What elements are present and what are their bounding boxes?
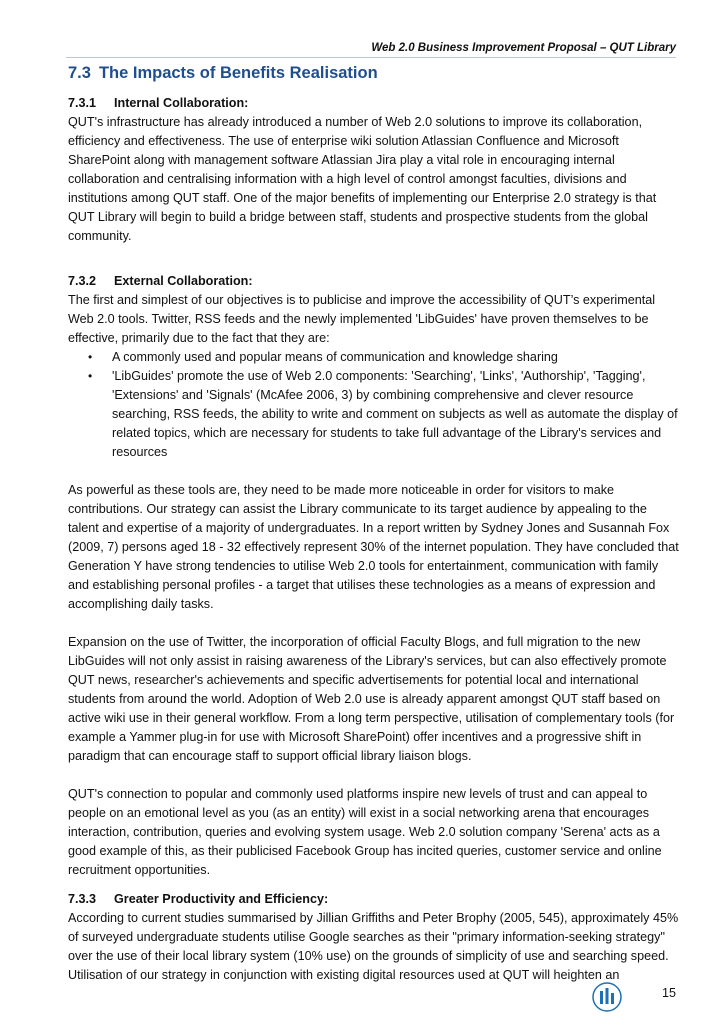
subsection-heading-productivity bbox=[68, 890, 680, 909]
subsection-number: 7.3.3 bbox=[68, 892, 97, 906]
qut-logo-icon bbox=[592, 982, 622, 1012]
paragraph-powerful-tools: As powerful as these tools are, they need to be made more noticeable in order for visitors to make contributions. Our strategy can assist the Library communicate to its target audience by appealing to the talent and expertise of a majority of undergraduates. In a report written by Sydney Jones and Susannah Fox (2009, 7) persons aged 18 - 32 effectively represent 30% of the internet population. They have concluded that Generation Y have strong tendencies to utilise Web 2.0 tools for entertainment, communication with family and establishing personal profiles - a target that utilises these technologies as a means of expression and accomplishing daily tasks. bbox=[68, 483, 679, 611]
section-number: 7.3 bbox=[68, 64, 91, 82]
paragraph-expansion: Expansion on the use of Twitter, the incorporation of official Faculty Blogs, and full migration to the new LibGuides will not only assist in raising awareness of the Library's services, but can also effectively promote QUT news, researcher's achievements and specific advertisements for potential local and international students from around the world. Adoption of Web 2.0 use is already apparent amongst QUT staff based on active wiki use in their general workflow. From a long term perspective, utilisation of complementary tools (for example a Yammer plug-in for use with Microsoft SharePoint) offer incentives and a progressive shift in paradigm that can encourage staff to support official library liaison blogs. bbox=[68, 635, 675, 763]
page-content bbox=[68, 62, 680, 985]
section-title: The Impacts of Benefits Realisation bbox=[98, 64, 378, 82]
bullet-icon: • bbox=[88, 369, 93, 383]
list-item-text: 'LibGuides' promote the use of Web 2.0 components: 'Searching', 'Links', 'Authorship', 'Tagging', 'Extensions' and 'Signals' (McAfee 2006, 3) by combining comprehensive and clever resource searching, RSS feeds, the ability to write and comment on subjects as well as automate the display of related topics, which are necessary for students to take full advantage of the Library's services and resources bbox=[112, 369, 678, 459]
subsection-number: 7.3.2 bbox=[68, 274, 97, 288]
subsection-heading-external bbox=[68, 272, 680, 291]
running-header: Web 2.0 Business Improvement Proposal – QUT Library bbox=[371, 42, 676, 54]
subsection-title: External Collaboration: bbox=[114, 274, 253, 288]
list-item bbox=[68, 348, 680, 367]
subsection-title: Greater Productivity and Efficiency: bbox=[114, 892, 329, 906]
list-item-text: A commonly used and popular means of communication and knowledge sharing bbox=[112, 350, 558, 364]
subsection-number: 7.3.1 bbox=[68, 96, 97, 110]
subsection-title: Internal Collaboration: bbox=[114, 96, 249, 110]
bullet-icon: • bbox=[88, 350, 93, 364]
header-rule bbox=[66, 57, 676, 58]
paragraph-connection: QUT's connection to popular and commonly used platforms inspire new levels of trust and can appeal to people on an emotional level as you (as an entity) will exist in a social networking arena that encourages interaction, contribution, queries and evolving system usage. Web 2.0 solution company 'Serena' acts as a good example of this, as their publicised Facebook Group has incited queries, customer service and online recruitment opportunities. bbox=[68, 787, 662, 877]
list-item bbox=[68, 367, 680, 462]
page-number: 15 bbox=[661, 986, 676, 1000]
paragraph-productivity: According to current studies summarised by Jillian Griffiths and Peter Brophy (2005, 545), approximately 45% of surveyed undergraduate students utilise Google searches as their "primary information-seeking strategy" over the use of their local library system (10% use) on the grounds of simplicity of use and searching speed. Utilisation of our strategy in conjunction with existing digital resources used at QUT will heighten an bbox=[68, 911, 679, 982]
paragraph-internal-collaboration: QUT's infrastructure has already introduced a number of Web 2.0 solutions to improve its collaboration, efficiency and effectiveness. The use of enterprise wiki solution Atlassian Confluence and Microsoft SharePoint along with management software Atlassian Jira play a vital role in encouraging internal collaboration and centralising information with a high level of control amongst faculties, divisions and institutions among QUT staff. One of the major benefits of implementing our Enterprise 2.0 strategy is that QUT Library will begin to build a bridge between staff, students and prospective students from the global community. bbox=[68, 115, 657, 243]
section-heading bbox=[68, 62, 680, 84]
bullet-list bbox=[68, 348, 680, 462]
subsection-heading-internal bbox=[68, 94, 680, 113]
paragraph-external-intro: The first and simplest of our objectives is to publicise and improve the accessibility of QUT’s experimental Web 2.0 tools. Twitter, RSS feeds and the newly implemented 'LibGuides' have proven themselves to be effective, primarily due to the fact that they are: bbox=[68, 293, 656, 345]
